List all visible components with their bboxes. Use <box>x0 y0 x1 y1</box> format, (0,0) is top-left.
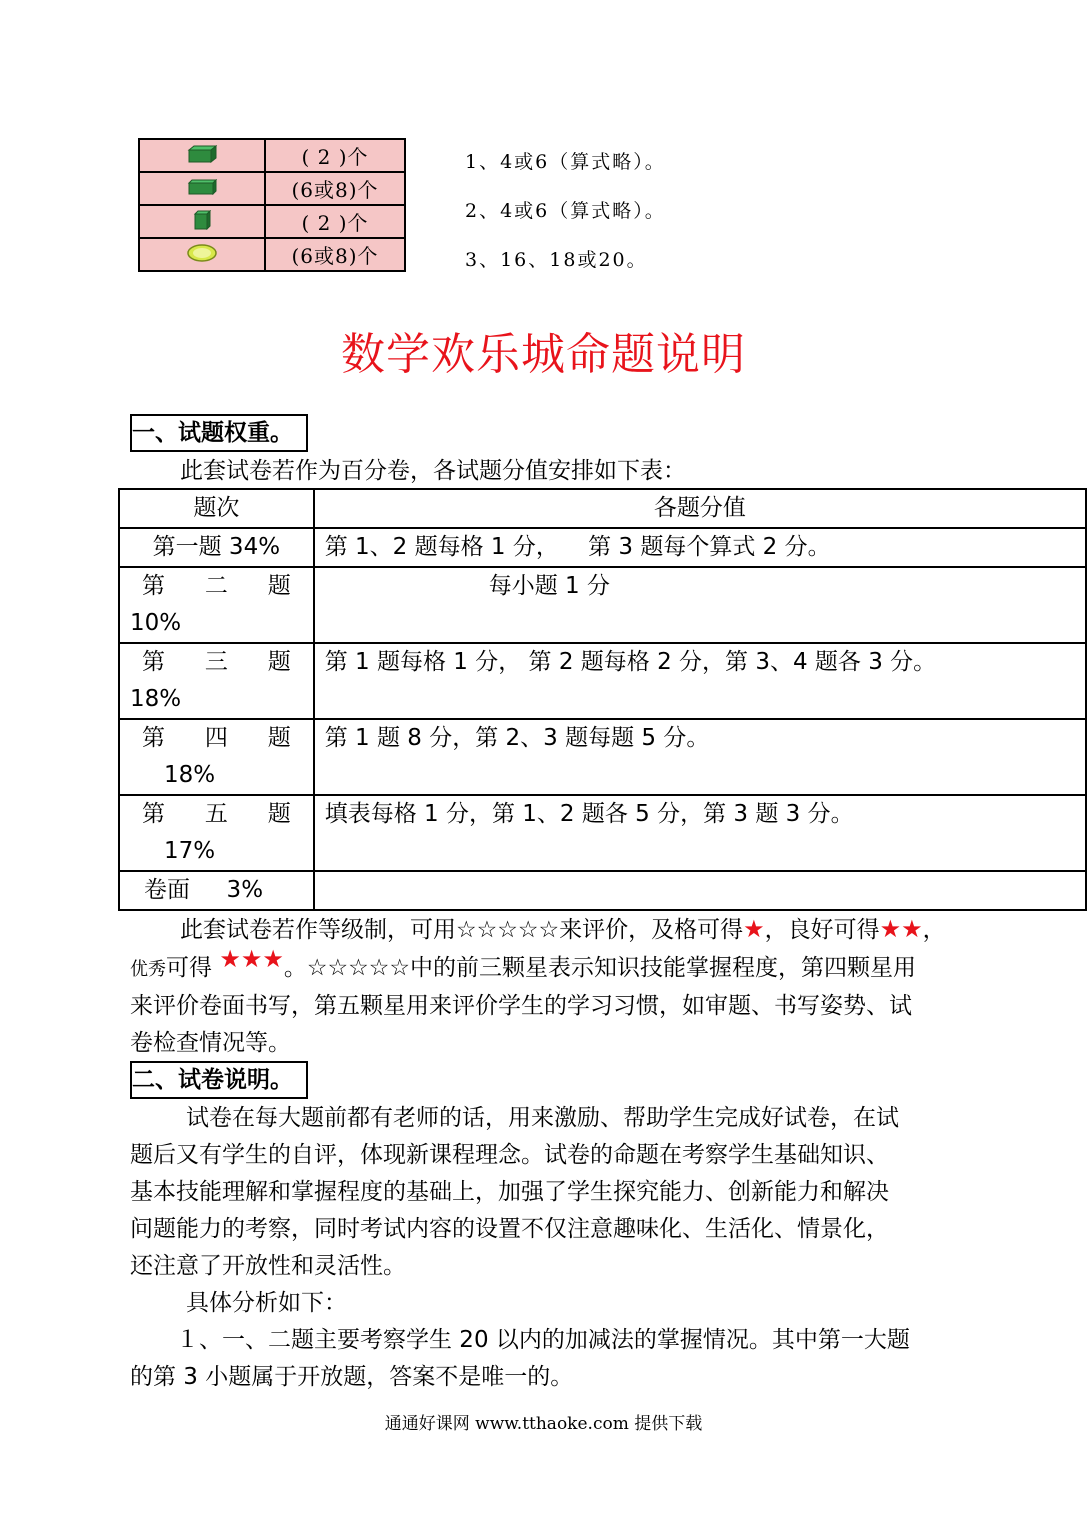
cuboid-flat-icon <box>187 179 217 195</box>
page-footer: 通通好课网 www.tthaoke.com 提供下载 <box>384 1414 703 1434</box>
grading-text: 优秀 <box>130 959 166 980</box>
answer-item: 2、4或6（算式略）。 <box>465 200 666 222</box>
header-cell: 题次 <box>119 489 314 528</box>
score-cell: 第 1 题 8 分，第 2、3 题每题 5 分。 <box>314 719 1086 795</box>
grading-text: 此套试卷若作等级制，可用☆☆☆☆☆来评价，及格可得 <box>180 917 744 943</box>
question-cell: 第 五 题 17% <box>119 795 314 871</box>
table-header-row <box>119 489 1086 528</box>
answer-item: 1、4或6（算式略）。 <box>465 151 666 173</box>
notes-paragraph: 试卷在每大题前都有老师的话，用来激励、帮助学生完成好试卷，在试 题后又有学生的自评，体现新课程理念。试卷的命题在考察学生基础知识、 基本技能理解和掌握程度的基础上，加强了学生探究能力、创新能力和解决 问题能力的考察，同时考试内容的设置不仅注意趣味化、生活化、情景化， 还注意了开放性和灵活性。 具体分析如下： １、一、二题主要考察学生 20 以内的加减法的掌握情况。其中第一大题 的第 3 小题属于开放题，答案不是唯一的。 <box>130 1105 910 1390</box>
star-icon: ★ <box>901 915 923 943</box>
table-row <box>119 871 1086 910</box>
question-cell: 卷面 3% <box>119 871 314 910</box>
table-row <box>119 643 1086 719</box>
cube-icon <box>193 210 211 230</box>
table-row <box>119 795 1086 871</box>
cylinder-icon <box>186 243 218 263</box>
star-icon: ★ <box>743 915 765 943</box>
count-cell: ( 2 )个 <box>265 205 405 238</box>
grading-text: ，良好可得 <box>764 917 880 943</box>
score-cell: 填表每格 1 分，第 1、2 题各 5 分，第 3 题 3 分。 <box>314 795 1086 871</box>
shape-cell <box>139 205 265 238</box>
section-heading-weights: 一、试题权重。 <box>130 414 308 452</box>
answer-list <box>465 138 666 285</box>
grading-text: 来评价卷面书写，第五颗星用来评价学生的学习习惯，如审题、书写姿势、试 <box>130 993 912 1019</box>
score-cell: 第 1 题每格 1 分， 第 2 题每格 2 分，第 3、4 题各 3 分。 <box>314 643 1086 719</box>
table-intro: 此套试卷若作为百分卷，各试题分值安排如下表： <box>180 458 686 484</box>
section-heading-notes: 二、试卷说明。 <box>130 1061 308 1099</box>
question-cell: 第一题 34% <box>119 528 314 567</box>
grading-text: 可得 <box>166 955 212 981</box>
question-cell: 第 二 题 10% <box>119 567 314 643</box>
question-cell: 第 三 题 18% <box>119 643 314 719</box>
score-cell: 第 1、2 题每格 1 分， 第 3 题每个算式 2 分。 <box>314 528 1086 567</box>
shape-cell <box>139 238 265 271</box>
score-cell: 每小题 1 分 <box>314 567 1086 643</box>
table-row <box>139 238 405 271</box>
table-row <box>139 172 405 205</box>
grading-text: 。☆☆☆☆☆中的前三颗星表示知识技能掌握程度，第四颗星用 <box>283 955 916 981</box>
count-cell: (6或8)个 <box>265 238 405 271</box>
shape-count-table <box>138 138 406 272</box>
shape-cell <box>139 139 265 172</box>
question-cell: 第 四 题 18% <box>119 719 314 795</box>
table-row <box>139 139 405 172</box>
count-cell: (6或8)个 <box>265 172 405 205</box>
answer-item: 3、16、18或20。 <box>465 249 648 271</box>
table-row <box>119 719 1086 795</box>
table-row <box>119 567 1086 643</box>
table-row <box>119 528 1086 567</box>
score-cell <box>314 871 1086 910</box>
count-cell: ( 2 )个 <box>265 139 405 172</box>
shape-cell <box>139 172 265 205</box>
score-table <box>118 488 1087 911</box>
cuboid-long-icon <box>187 145 217 163</box>
star-icon: ★ <box>240 945 263 973</box>
grading-paragraph <box>130 911 990 1062</box>
grading-text: 卷检查情况等。 <box>130 1030 291 1056</box>
star-icon: ★ <box>219 945 241 973</box>
star-icon: ★ <box>879 915 902 943</box>
table-row <box>139 205 405 238</box>
page-title: 数学欢乐城命题说明 <box>341 329 746 380</box>
grading-text: ， <box>922 917 946 943</box>
header-cell: 各题分值 <box>314 489 1086 528</box>
star-icon: ★ <box>262 945 284 973</box>
